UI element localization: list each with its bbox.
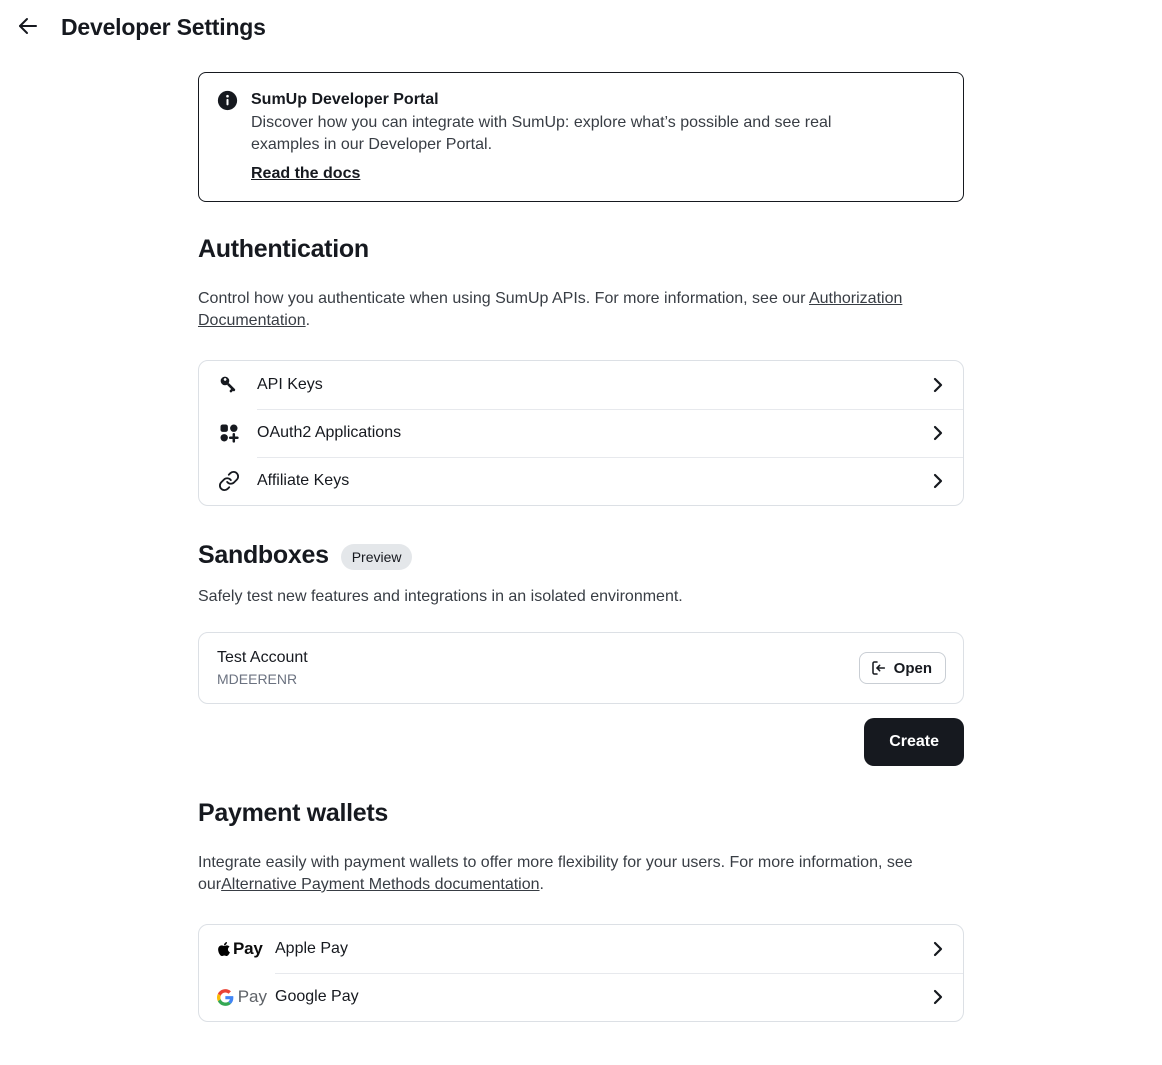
list-item-google-pay[interactable] xyxy=(199,973,963,1021)
info-body: Discover how you can integrate with SumUp: explore what’s possible and see real examples in our Developer Portal. xyxy=(251,114,832,153)
sandbox-account-code: MDEERENR xyxy=(217,671,298,687)
open-button[interactable] xyxy=(859,652,946,684)
alternative-payment-methods-link[interactable]: Alternative Payment Methods documentation xyxy=(221,876,540,893)
google-pay-logo xyxy=(217,987,267,1007)
info-title: SumUp Developer Portal xyxy=(251,91,439,108)
sandbox-account-card xyxy=(198,632,964,704)
payment-wallets-description-period: . xyxy=(539,876,544,893)
payment-wallets-description-text: Integrate easily with payment wallets to offer more flexibility for your users. For more information, see our xyxy=(198,854,913,893)
sandbox-account-name: Test Account xyxy=(217,649,308,666)
list-item-affiliate-keys[interactable] xyxy=(199,457,963,505)
list-item-apple-pay[interactable] xyxy=(199,925,963,973)
authentication-description-period: . xyxy=(305,312,311,329)
google-g-icon xyxy=(217,989,234,1006)
authentication-card xyxy=(198,360,964,506)
link-icon xyxy=(217,469,241,493)
arrow-left-icon xyxy=(16,14,40,41)
read-the-docs-link[interactable]: Read the docs xyxy=(251,165,361,182)
list-item-label: Google Pay xyxy=(275,988,359,1005)
page-header xyxy=(0,0,1162,41)
chevron-right-icon xyxy=(927,471,947,491)
chevron-right-icon xyxy=(927,987,947,1007)
sandboxes-heading-row xyxy=(198,540,964,570)
sandboxes-description: Safely test new features and integrations in an isolated environment. xyxy=(198,588,683,605)
payment-wallets-description xyxy=(198,852,964,896)
authentication-heading: Authentication xyxy=(198,235,369,263)
apple-pay-logo-text: Pay xyxy=(233,939,263,958)
apple-pay-logo xyxy=(217,939,267,959)
list-item-label: OAuth2 Applications xyxy=(257,424,402,441)
open-button-label: Open xyxy=(893,659,932,677)
payment-wallets-heading: Payment wallets xyxy=(198,799,389,827)
authorization-documentation-link[interactable]: Authorization Documentation xyxy=(198,290,903,329)
list-item-oauth2-applications[interactable] xyxy=(199,409,963,457)
back-button[interactable] xyxy=(15,15,41,41)
payment-wallets-card xyxy=(198,924,964,1022)
chevron-right-icon xyxy=(927,375,947,395)
info-banner xyxy=(198,72,964,202)
preview-badge: Preview xyxy=(341,544,413,570)
apps-plus-icon xyxy=(217,421,241,445)
page-title: Developer Settings xyxy=(61,14,266,40)
list-item-label: Affiliate Keys xyxy=(257,472,350,489)
sandboxes-heading: Sandboxes xyxy=(198,541,329,569)
list-item-label: API Keys xyxy=(257,376,323,393)
create-button[interactable]: Create xyxy=(864,718,964,766)
chevron-right-icon xyxy=(927,939,947,959)
log-in-icon xyxy=(871,660,887,676)
list-item-api-keys[interactable] xyxy=(199,361,963,409)
list-item-label: Apple Pay xyxy=(275,940,348,957)
content xyxy=(198,72,964,1022)
key-icon xyxy=(217,373,241,397)
info-icon xyxy=(217,90,238,183)
authentication-description xyxy=(198,288,964,332)
info-content xyxy=(251,89,851,183)
apple-icon xyxy=(217,941,231,957)
authentication-description-text: Control how you authenticate when using SumUp APIs. For more information, see our xyxy=(198,290,809,307)
sandbox-account-info xyxy=(217,647,308,689)
google-pay-logo-text: Pay xyxy=(237,987,267,1006)
chevron-right-icon xyxy=(927,423,947,443)
create-row xyxy=(198,718,964,766)
